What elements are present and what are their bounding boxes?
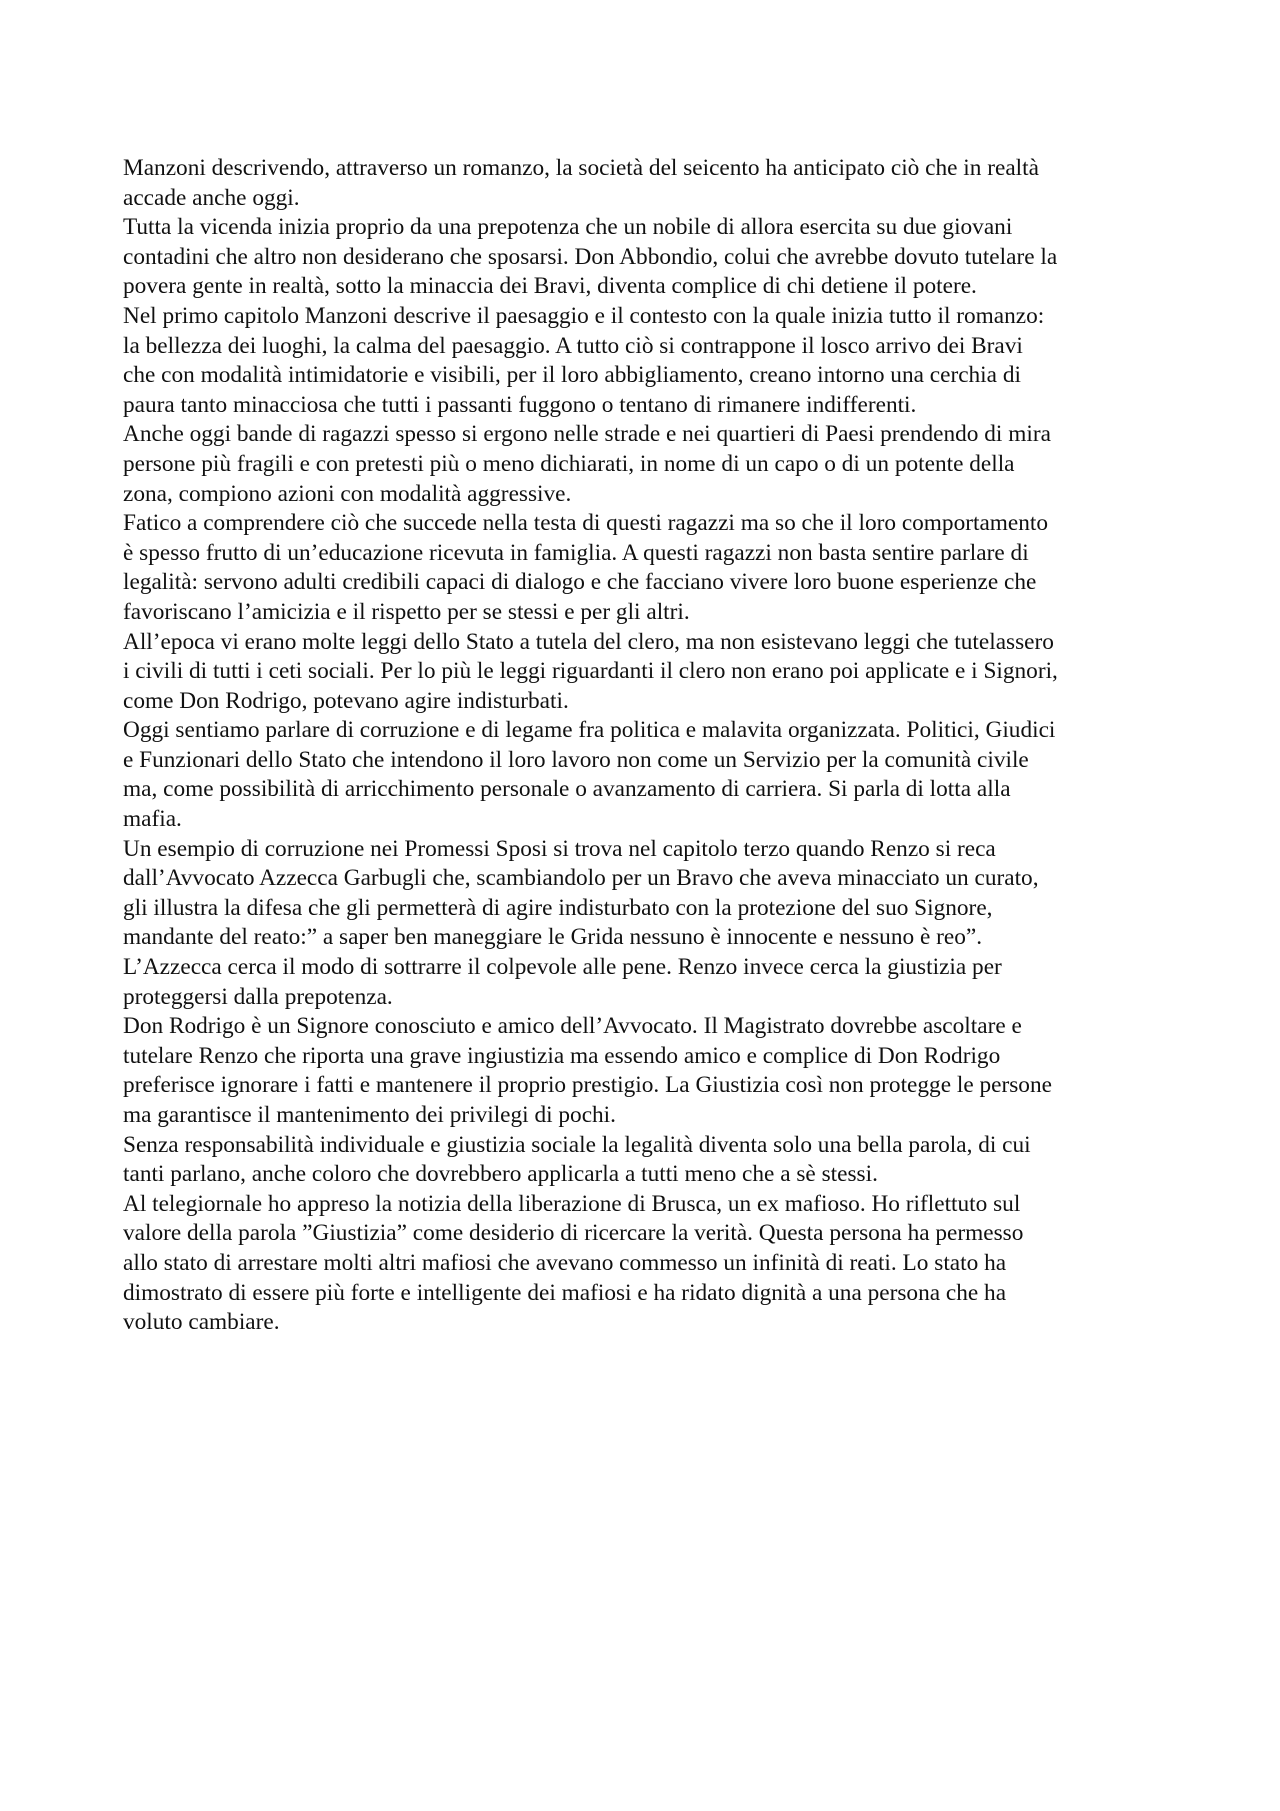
text-line: persone più fragili e con pretesti più o meno dichiarati, in nome di un capo o di un potente della: [123, 450, 1015, 477]
text-line: Oggi sentiamo parlare di corruzione e di legame fra politica e malavita organizzata. Politici, Giudici: [123, 717, 1056, 744]
text-line: Nel primo capitolo Manzoni descrive il paesaggio e il contesto con la quale inizia tutto il romanzo:: [123, 302, 1045, 329]
text-line: povera gente in realtà, sotto la minaccia dei Bravi, diventa complice di chi detiene il potere.: [123, 273, 977, 300]
text-line: Manzoni descrivendo, attraverso un romanzo, la società del seicento ha anticipato ciò che in realtà: [123, 155, 1039, 181]
text-line: come Don Rodrigo, potevano agire indisturbati.: [123, 687, 569, 714]
text-line: contadini che altro non desiderano che sposarsi. Don Abbondio, colui che avrebbe dovuto tutelare la: [123, 243, 1058, 270]
text-line: mandante del reato:” a saper ben maneggiare le Grida nessuno è innocente e nessuno è reo”.: [123, 924, 983, 951]
text-line: Senza responsabilità individuale e giustizia sociale la legalità diventa solo una bella parola, di cui: [123, 1131, 1031, 1158]
paragraph: [123, 1012, 1173, 1130]
text-line: allo stato di arrestare molti altri mafiosi che avevano commesso un infinità di reati. Lo stato ha: [123, 1249, 1007, 1276]
text-line: Don Rodrigo è un Signore conosciuto e amico dell’Avvocato. Il Magistrato dovrebbe ascoltare e: [123, 1013, 1022, 1040]
document-body: [123, 154, 1173, 1338]
paragraph: [123, 628, 1173, 717]
text-line: ma garantisce il mantenimento dei privilegi di pochi.: [123, 1102, 616, 1128]
text-line: che con modalità intimidatorie e visibili, per il loro abbigliamento, creano intorno una cerchia di: [123, 362, 1021, 389]
paragraph: [123, 509, 1173, 627]
paragraph: [123, 420, 1173, 509]
text-line: legalità: servono adulti credibili capaci di dialogo e che facciano vivere loro buone esperienze che: [123, 569, 1037, 596]
text-line: gli illustra la difesa che gli permetterà di agire indisturbato con la protezione del suo Signore,: [123, 894, 993, 921]
text-line: dimostrato di essere più forte e intelligente dei mafiosi e ha ridato dignità a una persona che ha: [123, 1279, 1007, 1306]
text-line: paura tanto minacciosa che tutti i passanti fuggono o tentano di rimanere indifferenti.: [123, 391, 917, 418]
paragraph: [123, 154, 1173, 213]
text-line: All’epoca vi erano molte leggi dello Stato a tutela del clero, ma non esistevano leggi che tutelassero: [123, 628, 1054, 655]
paragraph: [123, 1190, 1173, 1338]
text-line: e Funzionari dello Stato che intendono il loro lavoro non come un Servizio per la comunità civile: [123, 746, 1029, 773]
text-line: mafia.: [123, 806, 182, 833]
paragraph: [123, 716, 1173, 834]
text-line: Al telegiornale ho appreso la notizia della liberazione di Brusca, un ex mafioso. Ho riflettuto sul: [123, 1190, 1021, 1217]
text-line: preferisce ignorare i fatti e mantenere il proprio prestigio. La Giustizia così non protegge le persone: [123, 1072, 1052, 1099]
text-line: voluto cambiare.: [123, 1309, 280, 1336]
paragraph: [123, 213, 1173, 302]
text-line: Anche oggi bande di ragazzi spesso si ergono nelle strade e nei quartieri di Paesi prendendo di mira: [123, 421, 1051, 448]
text-line: Un esempio di corruzione nei Promessi Sposi si trova nel capitolo terzo quando Renzo si reca: [123, 835, 996, 862]
paragraph: [123, 953, 1173, 1012]
text-line: dall’Avvocato Azzecca Garbugli che, scambiandolo per un Bravo che aveva minacciato un curato,: [123, 865, 1039, 892]
text-line: tanti parlano, anche coloro che dovrebbero applicarla a tutti meno che a sè stessi.: [123, 1161, 878, 1188]
paragraph: [123, 302, 1173, 420]
text-line: Fatico a comprendere ciò che succede nella testa di questi ragazzi ma so che il loro comportamento: [123, 510, 1049, 537]
text-line: ma, come possibilità di arricchimento personale o avanzamento di carriera. Si parla di lotta alla: [123, 776, 1011, 803]
text-line: tutelare Renzo che riporta una grave ingiustizia ma essendo amico e complice di Don Rodrigo: [123, 1042, 1001, 1069]
text-line: accade anche oggi.: [123, 184, 300, 211]
paragraph: [123, 835, 1173, 953]
text-line: L’Azzecca cerca il modo di sottrarre il colpevole alle pene. Renzo invece cerca la giustizia per: [123, 954, 1002, 981]
text-line: i civili di tutti i ceti sociali. Per lo più le leggi riguardanti il clero non erano poi applicate e i Signori,: [123, 658, 1058, 685]
text-line: favoriscano l’amicizia e il rispetto per se stessi e per gli altri.: [123, 598, 690, 625]
text-line: zona, compiono azioni con modalità aggressive.: [123, 480, 572, 507]
text-line: valore della parola ”Giustizia” come desiderio di ricercare la verità. Questa persona ha permesso: [123, 1220, 1024, 1247]
text-line: la bellezza dei luoghi, la calma del paesaggio. A tutto ciò si contrappone il losco arrivo dei Bravi: [123, 332, 1023, 359]
text-line: proteggersi dalla prepotenza.: [123, 983, 393, 1010]
text-line: Tutta la vicenda inizia proprio da una prepotenza che un nobile di allora esercita su due giovani: [123, 214, 1013, 241]
text-line: è spesso frutto di un’educazione ricevuta in famiglia. A questi ragazzi non basta sentire parlare di: [123, 539, 1029, 566]
paragraph: [123, 1131, 1173, 1190]
